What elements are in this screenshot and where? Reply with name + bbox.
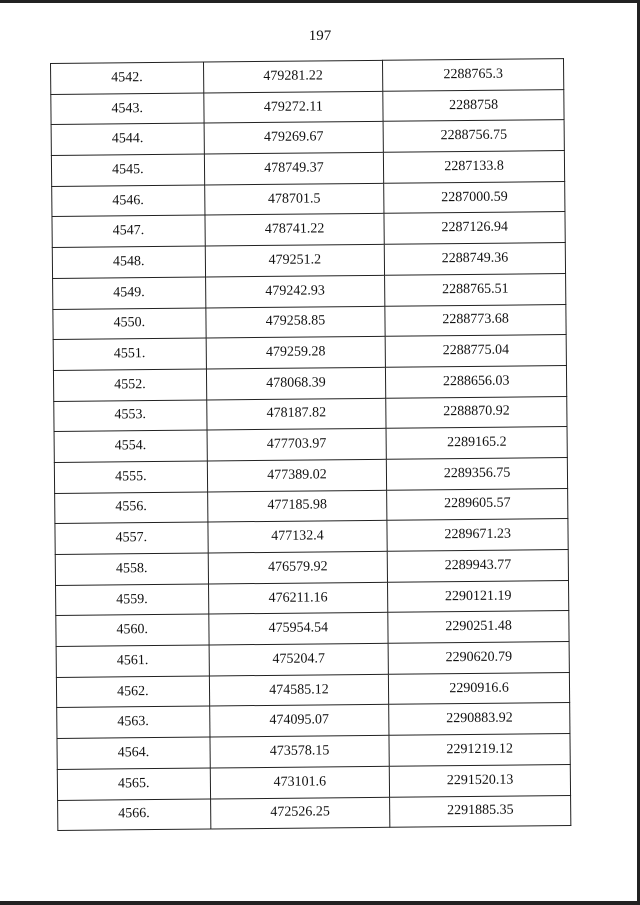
x-coordinate-cell: 478741.22 (205, 214, 385, 246)
x-coordinate-cell: 479269.67 (204, 122, 384, 154)
x-coordinate-cell: 472526.25 (210, 797, 390, 829)
y-coordinate-cell: 2289943.77 (387, 550, 568, 582)
point-number-cell: 4546. (52, 185, 205, 217)
table-row (51, 89, 564, 125)
table-row (56, 611, 569, 647)
coordinates-table (50, 58, 571, 831)
x-coordinate-cell: 477703.97 (207, 429, 387, 461)
x-coordinate-cell: 477185.98 (207, 490, 387, 522)
point-number-cell: 4552. (53, 369, 206, 401)
x-coordinate-cell: 479259.28 (206, 336, 386, 368)
table-row (55, 488, 568, 524)
y-coordinate-cell: 2289671.23 (387, 519, 568, 551)
x-coordinate-cell: 473578.15 (210, 735, 390, 767)
y-coordinate-cell: 2288758 (383, 89, 564, 121)
y-coordinate-cell: 2289605.57 (387, 488, 568, 520)
table-row (57, 703, 570, 739)
x-coordinate-cell: 476211.16 (208, 582, 388, 614)
y-coordinate-cell: 2288765.3 (383, 59, 564, 91)
point-number-cell: 4547. (52, 215, 205, 247)
x-coordinate-cell: 478701.5 (204, 183, 384, 215)
table-row (53, 304, 566, 340)
point-number-cell: 4551. (53, 338, 206, 370)
x-coordinate-cell: 475204.7 (209, 643, 389, 675)
point-number-cell: 4553. (54, 400, 207, 432)
scan-border-bottom (0, 901, 640, 905)
point-number-cell: 4561. (56, 645, 209, 677)
y-coordinate-cell: 2288756.75 (383, 120, 564, 152)
point-number-cell: 4548. (52, 246, 205, 278)
y-coordinate-cell: 2289356.75 (387, 457, 568, 489)
y-coordinate-cell: 2287126.94 (384, 212, 565, 244)
y-coordinate-cell: 2291885.35 (390, 795, 571, 827)
page-number: 197 (308, 28, 332, 44)
table-row (54, 427, 567, 463)
coordinates-table-body (51, 59, 571, 831)
table-row (52, 243, 565, 279)
point-number-cell: 4549. (53, 277, 206, 309)
point-number-cell: 4545. (51, 154, 204, 186)
point-number-cell: 4562. (56, 676, 209, 708)
point-number-cell: 4564. (57, 737, 210, 769)
point-number-cell: 4557. (55, 522, 208, 554)
table-row (56, 672, 569, 708)
table-row (55, 550, 568, 586)
table-row (51, 151, 564, 187)
y-coordinate-cell: 2291219.12 (389, 734, 570, 766)
x-coordinate-cell: 474585.12 (209, 674, 389, 706)
y-coordinate-cell: 2288773.68 (385, 304, 566, 336)
point-number-cell: 4563. (57, 706, 210, 738)
x-coordinate-cell: 479251.2 (205, 244, 385, 276)
point-number-cell: 4544. (51, 123, 204, 155)
table-row (52, 181, 565, 217)
y-coordinate-cell: 2288765.51 (385, 273, 566, 305)
y-coordinate-cell: 2289165.2 (386, 427, 567, 459)
y-coordinate-cell: 2290916.6 (389, 672, 570, 704)
x-coordinate-cell: 475954.54 (208, 613, 388, 645)
x-coordinate-cell: 474095.07 (209, 705, 389, 737)
x-coordinate-cell: 478187.82 (206, 398, 386, 430)
point-number-cell: 4542. (51, 62, 204, 94)
table-row (55, 519, 568, 555)
y-coordinate-cell: 2288870.92 (386, 396, 567, 428)
table-row (51, 120, 564, 156)
table-row (52, 212, 565, 248)
point-number-cell: 4550. (53, 308, 206, 340)
point-number-cell: 4556. (55, 492, 208, 524)
x-coordinate-cell: 477389.02 (207, 459, 387, 491)
point-number-cell: 4559. (56, 584, 209, 616)
table-row (54, 396, 567, 432)
table-row (53, 273, 566, 309)
y-coordinate-cell: 2288775.04 (385, 335, 566, 367)
x-coordinate-cell: 478068.39 (206, 367, 386, 399)
y-coordinate-cell: 2290121.19 (388, 580, 569, 612)
y-coordinate-cell: 2288656.03 (386, 365, 567, 397)
point-number-cell: 4560. (56, 614, 209, 646)
y-coordinate-cell: 2287000.59 (384, 181, 565, 213)
table-row (51, 59, 564, 95)
x-coordinate-cell: 479272.11 (203, 91, 383, 123)
table-row (58, 795, 571, 831)
table-row (53, 365, 566, 401)
x-coordinate-cell: 479258.85 (205, 306, 385, 338)
y-coordinate-cell: 2290883.92 (389, 703, 570, 735)
scan-border-top (0, 0, 640, 3)
table-row (54, 457, 567, 493)
y-coordinate-cell: 2291520.13 (390, 764, 571, 796)
table-row (57, 734, 570, 770)
y-coordinate-cell: 2287133.8 (384, 151, 565, 183)
table-row (56, 642, 569, 678)
y-coordinate-cell: 2288749.36 (385, 243, 566, 275)
x-coordinate-cell: 478749.37 (204, 152, 384, 184)
point-number-cell: 4555. (54, 461, 207, 493)
point-number-cell: 4565. (57, 768, 210, 800)
x-coordinate-cell: 473101.6 (210, 766, 390, 798)
table-row (53, 335, 566, 371)
point-number-cell: 4566. (58, 798, 211, 830)
x-coordinate-cell: 476579.92 (208, 551, 388, 583)
point-number-cell: 4558. (55, 553, 208, 585)
table-row (57, 764, 570, 800)
x-coordinate-cell: 479281.22 (203, 60, 383, 92)
x-coordinate-cell: 479242.93 (205, 275, 385, 307)
y-coordinate-cell: 2290620.79 (388, 642, 569, 674)
table-row (56, 580, 569, 616)
point-number-cell: 4554. (54, 430, 207, 462)
x-coordinate-cell: 477132.4 (208, 521, 388, 553)
point-number-cell: 4543. (51, 93, 204, 125)
y-coordinate-cell: 2290251.48 (388, 611, 569, 643)
